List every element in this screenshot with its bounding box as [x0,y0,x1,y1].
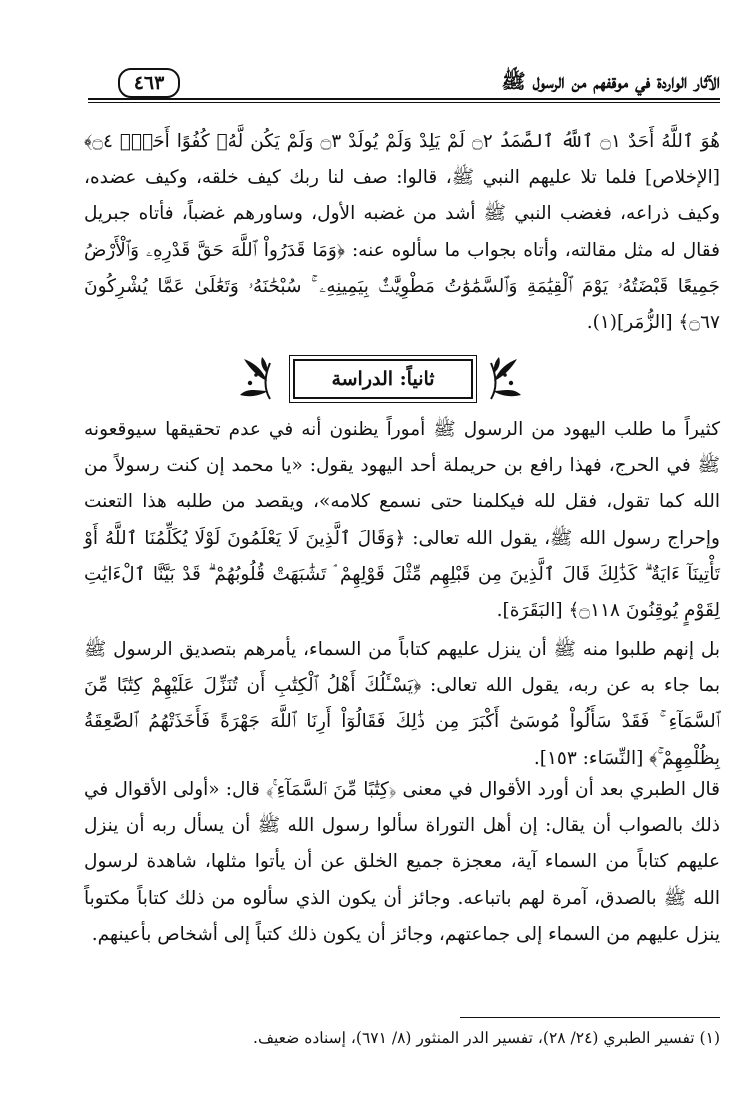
paragraph-1: هُوَ ٱللَّهُ أَحَدٌ ۝١ ٱللَّهُ ٱلصَّمَدُ ۝٢ لَمْ يَلِدْ وَلَمْ يُولَدْ ۝٣ وَلَمْ يَكُن لَّهُۥ كُفُوًا أَحَدٌۢ ۝٤﴾ [الإخلاص] فلما تلا عليهم النبي ﷺ، قالوا: صف لنا ربك كيف خلقه، وكيف عضده، وكيف ذراعه، فغضب النبي ﷺ أشد من غضبه الأول، وساورهم غضباً، فأتاه جبريل فقال له مثل مقالته، وأتاه بجواب ما سألوه عنه: ﴿وَمَا قَدَرُواْ ٱللَّهَ حَقَّ قَدْرِهِۦ وَٱلْأَرْضُ جَمِيعًا قَبْضَتُهُۥ يَوْمَ ٱلْقِيَٰمَةِ وَٱلسَّمَٰوَٰتُ مَطْوِيَّٰتٌۢ بِيَمِينِهِۦ ۚ سُبْحَٰنَهُۥ وَتَعَٰلَىٰ عَمَّا يُشْرِكُونَ ۝٦٧﴾ [الزُّمَر](١). [84,131,720,334]
header-rule-thin [88,102,720,103]
paragraph-3: بل إنهم طلبوا منه ﷺ أن ينزل عليهم كتاباً من السماء، يأمرهم بتصديق الرسول ﷺ بما جاء به عن ربه، يقول الله تعالى: ﴿يَسْـَٔلُكَ أَهْلُ ٱلْكِتَٰبِ أَن تُنَزِّلَ عَلَيْهِمْ كِتَٰبًا مِّنَ ٱلسَّمَآءِ ۚ فَقَدْ سَأَلُواْ مُوسَىٰٓ أَكْبَرَ مِن ذَٰلِكَ فَقَالُوٓاْ أَرِنَا ٱللَّهَ جَهْرَةً فَأَخَذَتْهُمُ ٱلصَّٰعِقَةُ بِظُلْمِهِمْ ۚ﴾ [النِّسَاء: ١٥٣]. [84,639,720,769]
floral-ornament-icon [487,355,527,403]
paragraph-2: كثيراً ما طلب اليهود من الرسول ﷺ أموراً يظنون أنه في عدم تحقيقها سيوقعونه ﷺ في الحرج، فهذا رافع بن حريملة أحد اليهود يقول: «يا محمد إن كنت رسولاً من الله كما تقول، فقل لله فيكلمنا حتى نسمع كلامه»، ويقصد من طلبه هذا التعنت وإحراج رسول الله ﷺ، يقول الله تعالى: ﴿وَقَالَ ٱلَّذِينَ لَا يَعْلَمُونَ لَوْلَا يُكَلِّمُنَا ٱللَّهُ أَوْ تَأْتِينَآ ءَايَةٌ ۗ كَذَٰلِكَ قَالَ ٱلَّذِينَ مِن قَبْلِهِم مِّثْلَ قَوْلِهِمْ ۘ تَشَٰبَهَتْ قُلُوبُهُمْ ۗ قَدْ بَيَّنَّا ٱلْءَايَٰتِ لِقَوْمٍ يُوقِنُونَ ۝١١٨﴾ [البَقَرَة]. [84,419,720,622]
page-number: ٤٦٣ [118,68,180,98]
running-title: الآثار الواردة في موقفهم من الرسول ﷺ [501,69,720,93]
page-header [88,66,720,106]
section-heading-title: ثانياً: الدراسة [293,359,473,399]
header-rule [88,98,720,100]
footnote: (١) تفسير الطبري (٢٤/ ٢٨)، تفسير الدر المنثور (٨/ ٦٧١)، إسناده ضعيف. [253,1029,720,1047]
paragraph-4: قال الطبري بعد أن أورد الأقوال في معنى ﴿كِتَٰبًا مِّنَ ٱلسَّمَآءِ ۚ﴾ قال: «أولى الأقوال في ذلك بالصواب أن يقال: إن أهل التوراة سألوا رسول الله ﷺ أن يسأل ربه أن ينزل عليهم كتاباً من السماء آية، معجزة جميع الخلق عن أن يأتوا مثلها، شاهدة لرسول الله ﷺ بالصدق، آمرة لهم باتباعه. وجائز أن يكون الذي سألوه من ذلك كتاباً مكتوباً ينزل عليهم من السماء إلى جماعتهم، وجائز أن يكون ذلك كتباً إلى أشخاص بأعينهم. [84,779,720,945]
footnote-rule [460,1017,720,1018]
floral-ornament-icon [234,355,274,403]
section-heading [0,355,755,405]
